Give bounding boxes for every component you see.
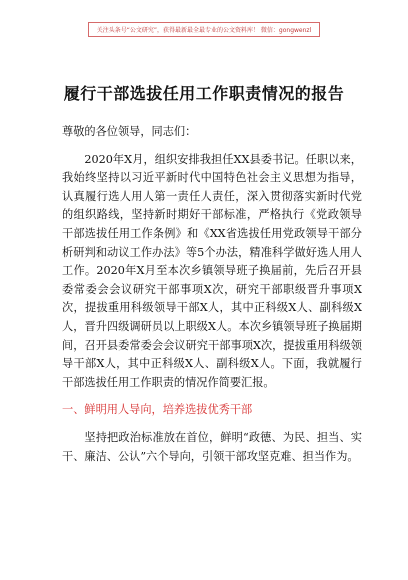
section-heading-1: 一、鲜明用人导向，培养选拔优秀干部: [62, 403, 253, 417]
salutation: 尊敬的各位领导，同志们：: [62, 125, 197, 138]
document-body: [62, 123, 362, 466]
document-title: 履行干部选拔任用工作职责情况的报告: [63, 84, 345, 103]
promo-banner: [88, 22, 320, 37]
promo-banner-text: 关注头条号“公文研究”，获得最新最全最专业的公文资料库！ 微信：gongwenzl: [96, 27, 312, 34]
paragraph-intro: 2020年X月，组织安排我担任XX县委书记。任职以来，我始终坚持以习近平新时代中国特色社会主义思想为指导，认真履行选人用人第一责任人责任，深入贯彻落实新时代党的组织路线，坚持新时期好干部标准，严格执行《党政领导干部选拔任用工作条例》和《XX省选拔任用党政领导干部分析研判和动议工作办法》等5个办法，精准科学做好选人用人工作。2020年X月至本次乡镇领导班子换届前，先后召开县委常委会会议研究干部事项X次，研究干部职级晋升事项X次，提拔重用科级领导干部X人，其中正科级X人、副科级X人，晋升四级调研员以上职级X人。本次乡镇领导班子换届期间，召开县委常委会会议研究干部事项X次，提拔重用科级领导干部X人，其中正科级X人、副科级X人。下面，我就履行干部选拔任用工作职责的情况作简要汇报。: [62, 152, 362, 389]
paragraph-section-1: 坚持把政治标准放在首位，鲜明“政德、为民、担当、实干、廉洁、公认”六个导向，引领干部攻坚克难、担当作为。: [62, 430, 362, 463]
